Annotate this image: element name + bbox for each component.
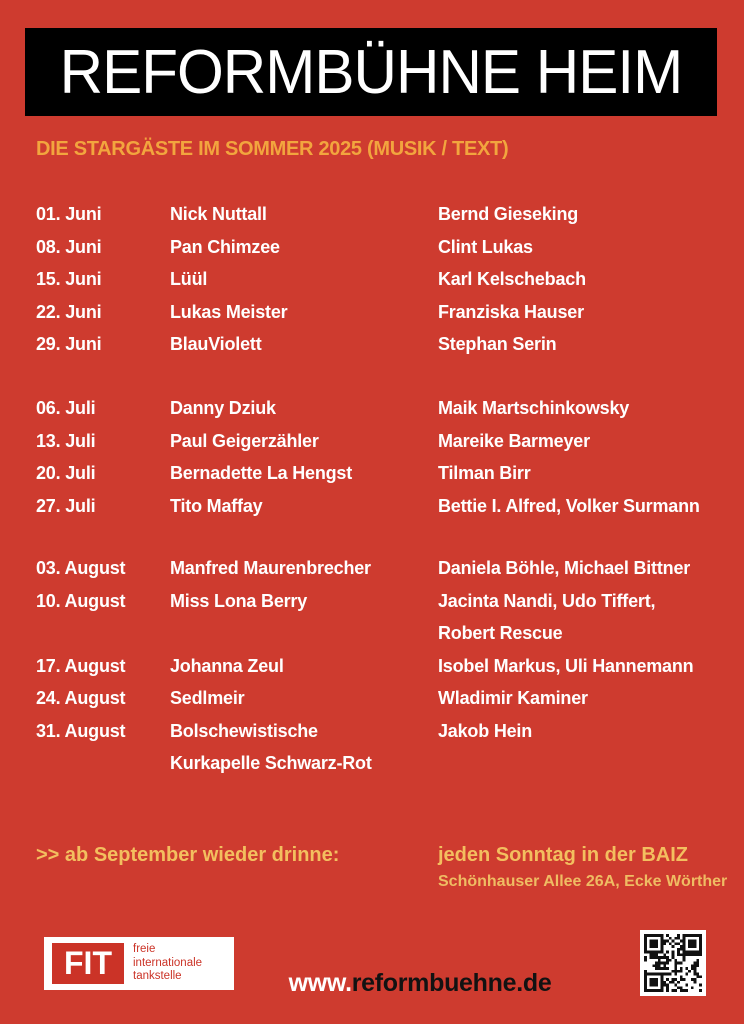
qr-code-icon	[640, 930, 706, 996]
schedule-section-august	[36, 552, 726, 780]
september-line	[36, 840, 726, 870]
event-text-act: Wladimir Kaminer	[438, 688, 588, 708]
schedule-section-july	[36, 392, 726, 522]
event-text-act: Stephan Serin	[438, 334, 557, 354]
event-music-act: Lüül	[170, 269, 208, 289]
event-text-act: Bernd Gieseking	[438, 204, 579, 224]
event-date: 17. August	[36, 655, 126, 676]
event-music-act: Bolschewistische	[170, 720, 318, 741]
fit-logo-line2: internationale	[133, 956, 203, 969]
event-text-act: Bettie I. Alfred, Volker Surmann	[438, 495, 700, 516]
event-text-act: Daniela Böhle, Michael Bittner	[438, 558, 691, 578]
event-music-act: Kurkapelle Schwarz-Rot	[170, 753, 372, 773]
event-date: 29. Juni	[36, 334, 102, 354]
schedule-section-june	[36, 198, 726, 361]
event-music-act: Danny Dziuk	[170, 398, 276, 418]
event-text-act: Jacinta Nandi, Udo Tiffert,	[438, 590, 656, 611]
venue-address: Schönhauser Allee 26A, Ecke Wörther	[438, 873, 728, 890]
event-date: 24. August	[36, 688, 126, 708]
fit-logo-line1: freie	[133, 943, 156, 956]
event-text-act	[438, 747, 726, 780]
event-date: 15. Juni	[36, 269, 102, 289]
schedule-row	[36, 328, 726, 361]
schedule-row	[36, 585, 726, 618]
schedule-row	[36, 392, 726, 425]
event-text-act: Franziska Hauser	[438, 301, 584, 322]
event-date: 13. Juli	[36, 430, 96, 451]
event-music-act: Lukas Meister	[170, 301, 288, 322]
schedule-row	[36, 682, 726, 715]
event-music-act: Miss Lona Berry	[170, 590, 308, 611]
event-date: 31. August	[36, 720, 126, 741]
schedule-row-continuation	[36, 617, 726, 650]
event-date: 27. Juli	[36, 495, 96, 516]
fit-logo-line3: tankstelle	[133, 970, 182, 983]
schedule-row	[36, 552, 726, 585]
schedule-row	[36, 715, 726, 748]
schedule-row	[36, 650, 726, 683]
event-text-act: Maik Martschinkowsky	[438, 398, 630, 418]
website-prefix: www.	[288, 969, 352, 997]
event-text-act: Robert Rescue	[438, 623, 563, 643]
event-text-act: Karl Kelschebach	[438, 269, 586, 289]
event-date: 22. Juni	[36, 301, 102, 322]
event-date	[36, 617, 170, 650]
event-date: 03. August	[36, 558, 126, 578]
event-text-act: Tilman Birr	[438, 463, 531, 483]
event-text-act: Clint Lukas	[438, 236, 533, 257]
september-note: >> ab September wieder drinne:	[36, 844, 340, 866]
event-text-act: Isobel Markus, Uli Hannemann	[438, 655, 694, 676]
event-music-act: Pan Chimzee	[170, 236, 280, 257]
event-date: 06. Juli	[36, 398, 96, 418]
poster-title: REFORMBÜHNE HEIM	[59, 37, 683, 107]
event-music-act: Bernadette La Hengst	[170, 463, 353, 483]
schedule-row	[36, 198, 726, 231]
event-music-act: Manfred Maurenbrecher	[170, 558, 371, 578]
event-date: 10. August	[36, 590, 126, 611]
event-date	[36, 747, 170, 780]
event-text-act: Mareike Barmeyer	[438, 430, 590, 451]
event-date: 20. Juli	[36, 463, 96, 483]
poster-subtitle: DIE STARGÄSTE IM SOMMER 2025 (MUSIK / TEXT)	[36, 138, 509, 160]
event-music-act: Nick Nuttall	[170, 204, 267, 224]
header-bar	[25, 28, 717, 116]
schedule-row	[36, 296, 726, 329]
venue-name: jeden Sonntag in der BAIZ	[438, 844, 689, 866]
fit-logo-abbr: FIT	[50, 941, 126, 986]
event-music-act: Sedlmeir	[170, 688, 245, 708]
event-music-act: BlauViolett	[170, 334, 262, 354]
schedule-row	[36, 263, 726, 296]
event-music-act: Paul Geigerzähler	[170, 430, 319, 451]
event-music-act	[170, 617, 438, 650]
event-music-act: Johanna Zeul	[170, 655, 284, 676]
schedule-row-continuation	[36, 747, 726, 780]
schedule-row	[36, 457, 726, 490]
event-date: 01. Juni	[36, 204, 102, 224]
event-music-act: Tito Maffay	[170, 495, 263, 516]
event-text-act: Jakob Hein	[438, 720, 533, 741]
event-date: 08. Juni	[36, 236, 102, 257]
schedule-row	[36, 425, 726, 458]
schedule-row	[36, 490, 726, 523]
schedule-row	[36, 231, 726, 264]
website-domain: reformbuehne.de	[351, 969, 552, 997]
